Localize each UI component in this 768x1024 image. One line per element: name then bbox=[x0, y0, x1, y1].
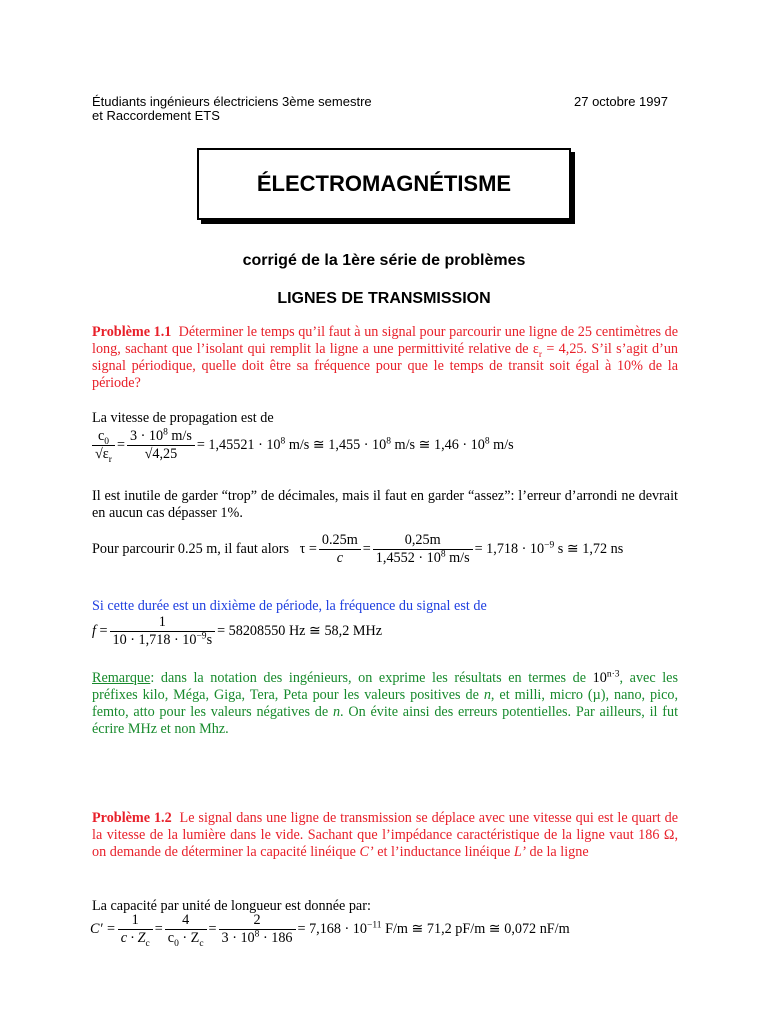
remark-label: Remarque bbox=[92, 670, 151, 686]
fraction-c0-sqrt-eps: $\frac{c_0}{√\varepsilon_r}$ bbox=[92, 428, 115, 463]
velocity-intro: La vitesse de propagation est de bbox=[92, 410, 274, 426]
problem-1-2-text: Le signal dans une ligne de transmission se déplace avec une vitesse qui est le quart de la vitesse de la lumière dans le vide. Sachant que l’impédance caractéristique de la ligne vaut 186 Ω, on demande de déterminer la capacité linéique bbox=[92, 810, 679, 860]
transit-result: = $1,718 \cdot 10^{-9}$ s ≅ 1,72 ns bbox=[474, 540, 624, 557]
problem-1-1-text: Déterminer le temps qu’il faut à un signal pour parcourir une ligne de 25 centimètres de long, sachant que l’isolant qui remplit la ligne a une permittivité relative de bbox=[92, 324, 679, 357]
velocity-result: = $1,45521 \cdot 10^8$ m/s ≅ $1,455 \cdot 10^8$ m/s ≅ $1,46 \cdot 10^8$ m/s bbox=[196, 436, 514, 453]
fraction-frequency: $\frac{1}{10 \cdot 1,718 \cdot 10^{-9}s}$ bbox=[110, 614, 216, 649]
velocity-equation: $\frac{c_0}{√\varepsilon_r}$ = $\frac{3 \cdot 10^8 m/s}{√4,25}$ = $1,45521 \cdot 10^8$ m/s ≅ $1,455 \cdot 10^8$ m/s ≅ $1,46 \cdot 10^8$ m/s bbox=[90, 428, 514, 463]
problem-1-2-label: Problème 1.2 bbox=[92, 810, 172, 826]
frequency-intro: Si cette durée est un dixième de période, la fréquence du signal est de bbox=[92, 598, 487, 614]
problem-1-1-text2: = 4,25. S’il s’agit d’un signal périodique, quelle doit être sa fréquence pour que le temps de transit soit égal à 10% de la période? bbox=[92, 341, 679, 391]
page-title: ÉLECTROMAGNÉTISME bbox=[256, 171, 512, 196]
title-box bbox=[197, 148, 571, 220]
transit-time-equation: Pour parcourir 0.25 m, il faut alors τ = $\frac{0.25m}{c}$ = $\frac{0,25m}{1,4552 \cdot 10^8 m/s}$ = $1,718 \cdot 10^{-9}$ s ≅ 1,72 ns bbox=[92, 532, 624, 566]
capacitance-equation: C′ = $\frac{1}{c \cdot Z_c}$ = $\frac{4}{c_0 \cdot Z_c}$ = $\frac{2}{3 \cdot 10^8 \cdot 186}$ = $7,168 \cdot 10^{-11}$ F/m ≅ 71,2 pF/m ≅ 0,072 nF/m bbox=[90, 912, 570, 949]
fraction-velocity-numeric: $\frac{3 \cdot 10^8 m/s}{√4,25}$ bbox=[127, 428, 195, 463]
epsilon-symbol: $\varepsilon_r$ bbox=[532, 341, 543, 360]
frequency-equation: f = $\frac{1}{10 \cdot 1,718 \cdot 10^{-9}s}$ = 58208550 Hz ≅ 58,2 MHz bbox=[92, 614, 382, 648]
fraction-tau-symbolic: $\frac{0.25m}{c}$ bbox=[319, 532, 361, 567]
subtitle: corrigé de la 1ère série de problèmes bbox=[242, 252, 526, 269]
fraction-cap-3: $\frac{2}{3 \cdot 10^8 \cdot 186}$ bbox=[219, 912, 296, 947]
capacitance-result: = $7,168 \cdot 10^{-11}$ F/m ≅ 71,2 pF/m ≅ 0,072 nF/m bbox=[297, 920, 570, 937]
header-course-line2: et Raccordement ETS bbox=[92, 108, 220, 123]
problem-1-1-label: Problème 1.1 bbox=[92, 324, 172, 340]
header-date: 27 octobre 1997 bbox=[574, 94, 668, 109]
remark-paragraph: Remarque: dans la notation des ingénieurs, on exprime les résultats en termes de $10^{n\cdot 3}$, avec les préfixes kilo, Méga, Giga, Tera, Peta pour les valeurs positives de n, et milli, micro (µ), nano, pico, femto, atto pour les valeurs négatives de n. On évite ainsi des erreurs potentielles. Par ailleurs, il fut écrire MHz et non Mhz. bbox=[92, 669, 679, 737]
fraction-cap-2: $\frac{4}{c_0 \cdot Z_c}$ bbox=[165, 912, 207, 947]
fraction-cap-1: $\frac{1}{c \cdot Z_c}$ bbox=[118, 912, 153, 947]
frequency-result: = 58208550 Hz ≅ 58,2 MHz bbox=[217, 622, 382, 639]
transit-intro: Pour parcourir 0.25 m, il faut alors bbox=[92, 540, 290, 557]
fraction-tau-numeric: $\frac{0,25m}{1,4552 \cdot 10^8 m/s}$ bbox=[373, 532, 473, 567]
header-course-line1: Étudiants ingénieurs électriciens 3ème semestre bbox=[92, 94, 372, 109]
rounding-note: Il est inutile de garder “trop” de décimales, mais il faut en garder “assez”: l’erreur d’arrondi ne devrait en aucun cas dépasser 1%. bbox=[92, 488, 678, 521]
section-title: LIGNES DE TRANSMISSION bbox=[277, 290, 491, 307]
capacitance-intro: La capacité par unité de longueur est donnée par: bbox=[92, 898, 371, 914]
problem-1-2: Problème 1.2 Le signal dans une ligne de transmission se déplace avec une vitesse qui est le quart de la vitesse de la lumière dans le vide. Sachant que l’impédance caractéristique de la ligne vaut 186 Ω, on demande de déterminer la capacité linéique C’ et l’inductance linéique L’ de la ligne bbox=[92, 810, 679, 860]
problem-1-1 bbox=[92, 324, 678, 392]
